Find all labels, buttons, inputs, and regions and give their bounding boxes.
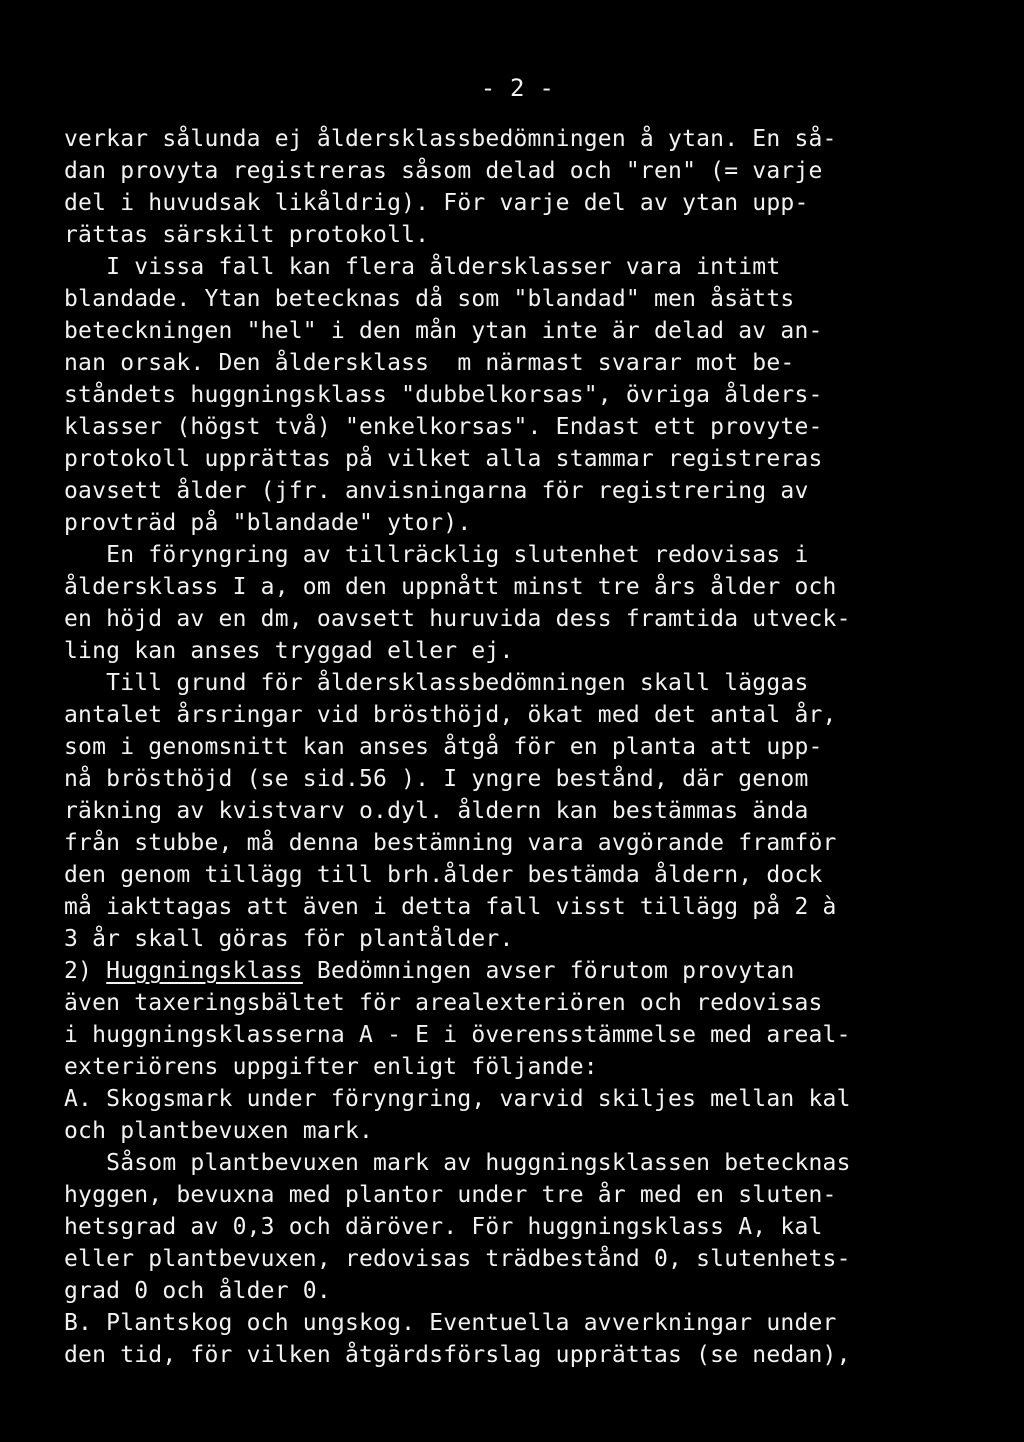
text-line: protokoll upprättas på vilket alla stammar registreras: [64, 446, 823, 472]
text-line: från stubbe, må denna bestämning vara avgörande framför: [64, 830, 837, 856]
text-line: verkar sålunda ej åldersklassbedömningen å ytan. En så-: [64, 126, 837, 152]
text-line: den tid, för vilken åtgärdsförslag upprättas (se nedan),: [64, 1342, 851, 1368]
text-line: oavsett ålder (jfr. anvisningarna för registrering av: [64, 478, 809, 504]
text-line: exteriörens uppgifter enligt följande:: [64, 1054, 598, 1080]
text-line: 3 år skall göras för plantålder.: [64, 926, 514, 952]
page-number: - 2 -: [480, 74, 554, 102]
text-line: beteckningen "hel" i den mån ytan inte är delad av an-: [64, 318, 823, 344]
text-line: A. Skogsmark under föryngring, varvid skiljes mellan kal: [64, 1086, 851, 1112]
section-2-heading-line: [64, 960, 795, 983]
text-line: nan orsak. Den åldersklass m närmast svarar mot be-: [64, 350, 795, 376]
text-line: dan provyta registreras såsom delad och "ren" (= varje: [64, 158, 823, 184]
text-line: rättas särskilt protokoll.: [64, 222, 430, 248]
section-heading: Huggningsklass: [106, 958, 303, 984]
text-line: som i genomsnitt kan anses åtgå för en planta att upp-: [64, 734, 823, 760]
text-line: hyggen, bevuxna med plantor under tre år med en sluten-: [64, 1182, 837, 1208]
text-line: I vissa fall kan flera åldersklasser vara intimt: [64, 254, 781, 280]
text-line: blandade. Ytan betecknas då som "blandad" men åsätts: [64, 286, 795, 312]
text-line: klasser (högst två) "enkelkorsas". Endast ett provyte-: [64, 414, 823, 440]
section-number: 2): [64, 958, 93, 984]
text-line: del i huvudsak likåldrig). För varje del av ytan upp-: [64, 190, 809, 216]
text-line: i huggningsklasserna A - E i överensstämmelse med areal-: [64, 1022, 851, 1048]
text-line: En föryngring av tillräcklig slutenhet redovisas i: [64, 542, 809, 568]
text-line: antalet årsringar vid brösthöjd, ökat med det antal år,: [64, 702, 837, 728]
section-text: Bedömningen avser förutom provytan: [316, 958, 795, 984]
text-line: den genom tillägg till brh.ålder bestämda åldern, dock: [64, 862, 823, 888]
text-line: en höjd av en dm, oavsett huruvida dess framtida utveck-: [64, 606, 851, 632]
text-line: och plantbevuxen mark.: [64, 1118, 374, 1144]
text-line: Till grund för åldersklassbedömningen skall läggas: [64, 670, 809, 696]
text-line: Såsom plantbevuxen mark av huggningsklassen betecknas: [64, 1150, 851, 1176]
text-line: nå brösthöjd (se sid.56 ). I yngre bestånd, där genom: [64, 766, 809, 792]
text-line: åldersklass I a, om den uppnått minst tre års ålder och: [64, 574, 837, 600]
text-line: B. Plantskog och ungskog. Eventuella avverkningar under: [64, 1310, 837, 1336]
text-line: ling kan anses tryggad eller ej.: [64, 638, 514, 664]
text-line: hetsgrad av 0,3 och däröver. För huggningsklass A, kal: [64, 1214, 823, 1240]
text-line: räkning av kvistvarv o.dyl. åldern kan bestämmas ända: [64, 798, 809, 824]
text-line: eller plantbevuxen, redovisas trädbestånd 0, slutenhets-: [64, 1246, 851, 1272]
text-line: provträd på "blandade" ytor).: [64, 510, 472, 536]
text-line: även taxeringsbältet för arealexteriören och redovisas: [64, 990, 823, 1016]
text-line: grad 0 och ålder 0.: [64, 1278, 331, 1304]
text-line: må iakttagas att även i detta fall visst tillägg på 2 à: [64, 894, 837, 920]
text-line: ståndets huggningsklass "dubbelkorsas", övriga ålders-: [64, 382, 823, 408]
